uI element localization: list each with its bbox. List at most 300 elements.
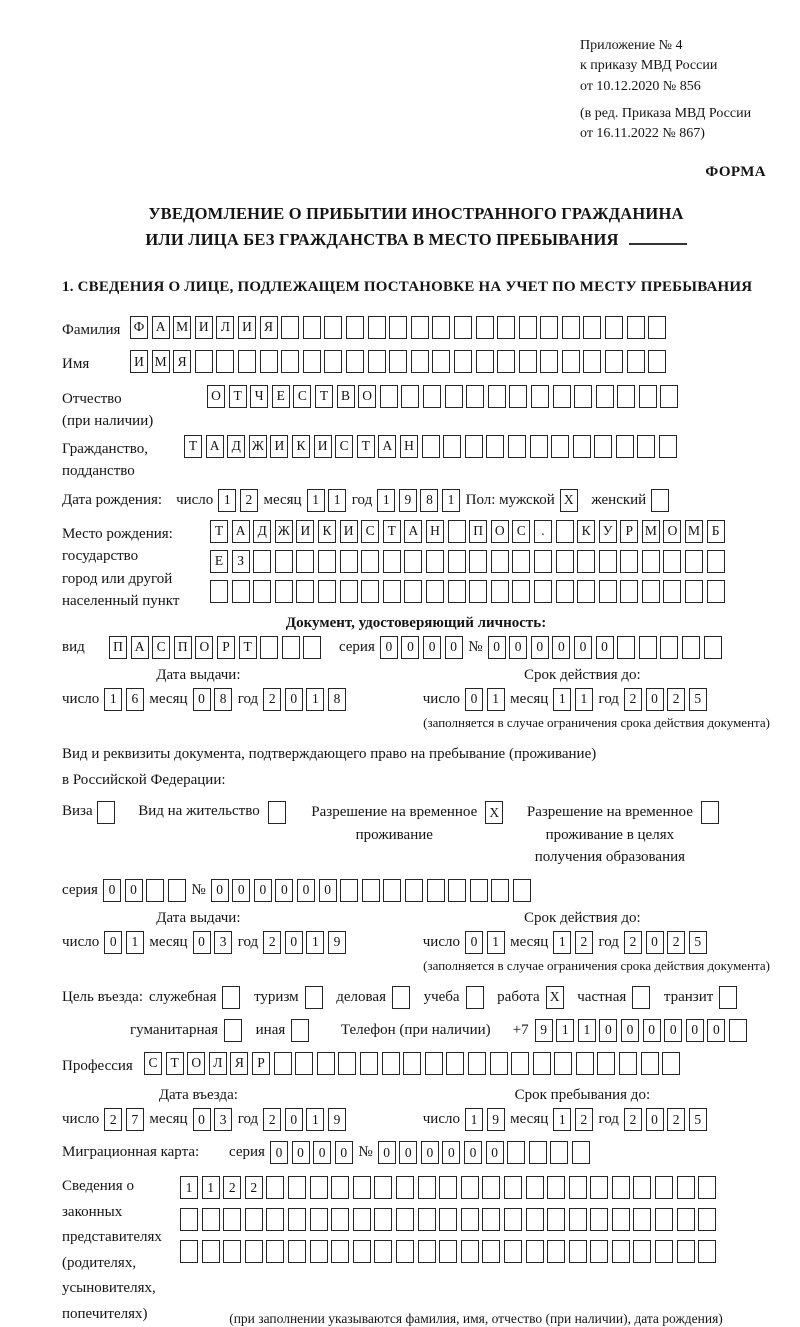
char-cell[interactable]: 0 (707, 1019, 725, 1042)
char-cell[interactable]: 1 (553, 688, 571, 711)
char-cell[interactable]: 0 (270, 1141, 288, 1164)
char-cell[interactable] (146, 879, 164, 902)
char-cell[interactable] (497, 316, 515, 339)
char-cell[interactable] (701, 801, 719, 824)
char-cell[interactable]: Ч (250, 385, 268, 408)
char-cell[interactable]: А (404, 520, 422, 543)
char-cell[interactable]: Я (173, 350, 191, 373)
char-cell[interactable] (303, 636, 321, 659)
char-cell[interactable]: Е (272, 385, 290, 408)
char-cell[interactable] (288, 1240, 306, 1263)
char-cell[interactable] (266, 1176, 284, 1199)
char-cell[interactable]: Д (253, 520, 271, 543)
char-cell[interactable] (310, 1208, 328, 1231)
char-cell[interactable]: 0 (423, 636, 441, 659)
char-cell[interactable] (268, 801, 286, 824)
char-cell[interactable] (685, 550, 703, 573)
char-cell[interactable] (465, 435, 483, 458)
char-cell[interactable] (404, 580, 422, 603)
char-cell[interactable] (617, 636, 635, 659)
char-cell[interactable]: 2 (223, 1176, 241, 1199)
char-cell[interactable]: 0 (254, 879, 272, 902)
char-cell[interactable] (504, 1208, 522, 1231)
char-cell[interactable] (612, 1240, 630, 1263)
char-cell[interactable] (590, 1240, 608, 1263)
char-cell[interactable] (216, 350, 234, 373)
char-cell[interactable] (530, 435, 548, 458)
char-cell[interactable]: М (173, 316, 191, 339)
char-cell[interactable] (513, 879, 531, 902)
char-cell[interactable] (418, 1240, 436, 1263)
char-cell[interactable] (594, 435, 612, 458)
char-cell[interactable]: З (232, 550, 250, 573)
char-cell[interactable] (572, 1141, 590, 1164)
char-cell[interactable] (418, 1208, 436, 1231)
char-cell[interactable] (454, 316, 472, 339)
char-cell[interactable] (361, 550, 379, 573)
char-cell[interactable]: 0 (297, 879, 315, 902)
char-cell[interactable] (426, 550, 444, 573)
char-cell[interactable] (168, 879, 186, 902)
char-cell[interactable] (704, 636, 722, 659)
char-cell[interactable] (318, 580, 336, 603)
char-cell[interactable]: 0 (596, 636, 614, 659)
char-cell[interactable]: 0 (442, 1141, 460, 1164)
char-cell[interactable]: 0 (378, 1141, 396, 1164)
char-cell[interactable]: 9 (328, 1108, 346, 1131)
char-cell[interactable] (627, 350, 645, 373)
char-cell[interactable] (383, 550, 401, 573)
char-cell[interactable] (318, 550, 336, 573)
char-cell[interactable]: 0 (531, 636, 549, 659)
char-cell[interactable] (260, 636, 278, 659)
char-cell[interactable]: 5 (689, 1108, 707, 1131)
char-cell[interactable]: 0 (464, 1141, 482, 1164)
char-cell[interactable] (707, 550, 725, 573)
char-cell[interactable]: Ж (275, 520, 293, 543)
char-cell[interactable] (491, 879, 509, 902)
char-cell[interactable] (469, 580, 487, 603)
char-cell[interactable] (497, 350, 515, 373)
char-cell[interactable]: 3 (214, 1108, 232, 1131)
char-cell[interactable]: Ф (130, 316, 148, 339)
char-cell[interactable] (374, 1240, 392, 1263)
char-cell[interactable]: 0 (686, 1019, 704, 1042)
char-cell[interactable]: 0 (313, 1141, 331, 1164)
char-cell[interactable] (660, 636, 678, 659)
char-cell[interactable]: С (293, 385, 311, 408)
char-cell[interactable] (383, 580, 401, 603)
char-cell[interactable]: 9 (487, 1108, 505, 1131)
char-cell[interactable] (275, 580, 293, 603)
char-cell[interactable]: 1 (465, 1108, 483, 1131)
char-cell[interactable] (486, 435, 504, 458)
char-cell[interactable] (556, 550, 574, 573)
char-cell[interactable]: 7 (126, 1108, 144, 1131)
char-cell[interactable] (512, 580, 530, 603)
char-cell[interactable]: С (361, 520, 379, 543)
char-cell[interactable]: 0 (232, 879, 250, 902)
char-cell[interactable]: . (534, 520, 552, 543)
char-cell[interactable] (266, 1240, 284, 1263)
char-cell[interactable]: Н (400, 435, 418, 458)
char-cell[interactable] (448, 580, 466, 603)
char-cell[interactable] (346, 316, 364, 339)
char-cell[interactable] (488, 385, 506, 408)
char-cell[interactable] (677, 1176, 695, 1199)
char-cell[interactable]: 1 (180, 1176, 198, 1199)
char-cell[interactable]: О (207, 385, 225, 408)
char-cell[interactable]: 2 (263, 931, 281, 954)
char-cell[interactable] (275, 550, 293, 573)
char-cell[interactable] (253, 550, 271, 573)
char-cell[interactable] (612, 1208, 630, 1231)
char-cell[interactable]: 1 (202, 1176, 220, 1199)
char-cell[interactable] (180, 1240, 198, 1263)
char-cell[interactable]: М (685, 520, 703, 543)
char-cell[interactable] (223, 1208, 241, 1231)
char-cell[interactable]: 1 (218, 489, 236, 512)
char-cell[interactable] (411, 316, 429, 339)
char-cell[interactable] (405, 879, 423, 902)
char-cell[interactable] (448, 520, 466, 543)
char-cell[interactable] (432, 350, 450, 373)
char-cell[interactable] (281, 316, 299, 339)
char-cell[interactable] (534, 550, 552, 573)
char-cell[interactable] (448, 550, 466, 573)
char-cell[interactable] (331, 1208, 349, 1231)
char-cell[interactable] (491, 550, 509, 573)
char-cell[interactable] (590, 1208, 608, 1231)
char-cell[interactable] (554, 1052, 572, 1075)
char-cell[interactable]: А (232, 520, 250, 543)
char-cell[interactable]: Т (184, 435, 202, 458)
char-cell[interactable] (655, 1240, 673, 1263)
char-cell[interactable] (620, 580, 638, 603)
char-cell[interactable]: Р (217, 636, 235, 659)
char-cell[interactable] (662, 1052, 680, 1075)
char-cell[interactable] (509, 385, 527, 408)
char-cell[interactable]: 0 (380, 636, 398, 659)
char-cell[interactable] (569, 1176, 587, 1199)
char-cell[interactable] (340, 550, 358, 573)
char-cell[interactable] (210, 580, 228, 603)
char-cell[interactable] (305, 986, 323, 1009)
char-cell[interactable] (310, 1240, 328, 1263)
char-cell[interactable] (576, 1052, 594, 1075)
char-cell[interactable]: 1 (556, 1019, 574, 1042)
char-cell[interactable] (403, 1052, 421, 1075)
char-cell[interactable]: 1 (578, 1019, 596, 1042)
char-cell[interactable] (401, 385, 419, 408)
char-cell[interactable] (392, 986, 410, 1009)
char-cell[interactable] (224, 1019, 242, 1042)
char-cell[interactable] (374, 1176, 392, 1199)
char-cell[interactable] (404, 550, 422, 573)
char-cell[interactable]: 0 (285, 688, 303, 711)
char-cell[interactable] (597, 1052, 615, 1075)
char-cell[interactable] (519, 350, 537, 373)
char-cell[interactable]: Я (230, 1052, 248, 1075)
char-cell[interactable]: И (270, 435, 288, 458)
char-cell[interactable] (281, 350, 299, 373)
char-cell[interactable]: 0 (643, 1019, 661, 1042)
char-cell[interactable] (418, 1176, 436, 1199)
char-cell[interactable]: 0 (574, 636, 592, 659)
char-cell[interactable] (282, 636, 300, 659)
char-cell[interactable]: 0 (399, 1141, 417, 1164)
char-cell[interactable]: 0 (193, 688, 211, 711)
char-cell[interactable] (648, 316, 666, 339)
char-cell[interactable] (260, 350, 278, 373)
char-cell[interactable] (620, 550, 638, 573)
char-cell[interactable] (642, 580, 660, 603)
char-cell[interactable]: 0 (103, 879, 121, 902)
char-cell[interactable] (288, 1176, 306, 1199)
char-cell[interactable] (443, 435, 461, 458)
char-cell[interactable]: Р (252, 1052, 270, 1075)
char-cell[interactable]: 0 (285, 931, 303, 954)
char-cell[interactable] (195, 350, 213, 373)
char-cell[interactable] (573, 435, 591, 458)
char-cell[interactable]: О (187, 1052, 205, 1075)
char-cell[interactable] (374, 1208, 392, 1231)
char-cell[interactable] (295, 1052, 313, 1075)
char-cell[interactable] (482, 1240, 500, 1263)
char-cell[interactable]: 0 (486, 1141, 504, 1164)
char-cell[interactable] (223, 1240, 241, 1263)
char-cell[interactable] (698, 1240, 716, 1263)
char-cell[interactable] (590, 1176, 608, 1199)
char-cell[interactable] (639, 636, 657, 659)
char-cell[interactable] (296, 580, 314, 603)
char-cell[interactable] (382, 1052, 400, 1075)
char-cell[interactable]: 8 (328, 688, 346, 711)
char-cell[interactable]: Д (227, 435, 245, 458)
char-cell[interactable] (389, 316, 407, 339)
char-cell[interactable]: 2 (575, 931, 593, 954)
char-cell[interactable]: Т (210, 520, 228, 543)
char-cell[interactable]: Р (620, 520, 638, 543)
char-cell[interactable] (439, 1208, 457, 1231)
char-cell[interactable]: О (358, 385, 376, 408)
char-cell[interactable] (556, 520, 574, 543)
char-cell[interactable]: В (337, 385, 355, 408)
char-cell[interactable]: 6 (126, 688, 144, 711)
char-cell[interactable]: К (292, 435, 310, 458)
char-cell[interactable]: Л (209, 1052, 227, 1075)
char-cell[interactable]: С (512, 520, 530, 543)
char-cell[interactable]: О (663, 520, 681, 543)
char-cell[interactable]: Б (707, 520, 725, 543)
char-cell[interactable]: 1 (487, 688, 505, 711)
char-cell[interactable] (340, 580, 358, 603)
char-cell[interactable] (583, 316, 601, 339)
char-cell[interactable]: 1 (442, 489, 460, 512)
char-cell[interactable] (422, 435, 440, 458)
char-cell[interactable] (238, 350, 256, 373)
char-cell[interactable] (529, 1141, 547, 1164)
char-cell[interactable]: Т (357, 435, 375, 458)
char-cell[interactable] (469, 550, 487, 573)
char-cell[interactable] (599, 580, 617, 603)
char-cell[interactable]: А (152, 316, 170, 339)
char-cell[interactable] (682, 636, 700, 659)
char-cell[interactable] (655, 1176, 673, 1199)
char-cell[interactable] (633, 1208, 651, 1231)
char-cell[interactable]: А (378, 435, 396, 458)
char-cell[interactable] (425, 1052, 443, 1075)
char-cell[interactable] (353, 1176, 371, 1199)
char-cell[interactable]: 0 (465, 688, 483, 711)
char-cell[interactable]: 0 (285, 1108, 303, 1131)
char-cell[interactable]: 0 (421, 1141, 439, 1164)
char-cell[interactable] (331, 1240, 349, 1263)
char-cell[interactable]: 1 (126, 931, 144, 954)
char-cell[interactable]: 2 (104, 1108, 122, 1131)
char-cell[interactable] (583, 350, 601, 373)
char-cell[interactable]: И (296, 520, 314, 543)
char-cell[interactable] (222, 986, 240, 1009)
char-cell[interactable] (274, 1052, 292, 1075)
char-cell[interactable]: К (577, 520, 595, 543)
char-cell[interactable] (446, 1052, 464, 1075)
char-cell[interactable] (291, 1019, 309, 1042)
char-cell[interactable] (534, 580, 552, 603)
char-cell[interactable]: 5 (689, 688, 707, 711)
char-cell[interactable]: И (130, 350, 148, 373)
char-cell[interactable] (637, 435, 655, 458)
char-cell[interactable]: Т (239, 636, 257, 659)
char-cell[interactable] (660, 385, 678, 408)
char-cell[interactable] (599, 550, 617, 573)
char-cell[interactable] (288, 1208, 306, 1231)
char-cell[interactable]: 0 (275, 879, 293, 902)
char-cell[interactable]: 2 (263, 1108, 281, 1131)
char-cell[interactable]: 2 (667, 1108, 685, 1131)
char-cell[interactable] (324, 316, 342, 339)
char-cell[interactable] (698, 1176, 716, 1199)
char-cell[interactable] (383, 879, 401, 902)
char-cell[interactable]: М (642, 520, 660, 543)
char-cell[interactable] (202, 1240, 220, 1263)
char-cell[interactable]: 2 (624, 1108, 642, 1131)
char-cell[interactable] (439, 1176, 457, 1199)
char-cell[interactable] (504, 1240, 522, 1263)
char-cell[interactable]: 0 (646, 931, 664, 954)
char-cell[interactable] (310, 1176, 328, 1199)
char-cell[interactable]: 0 (319, 879, 337, 902)
char-cell[interactable]: 0 (193, 931, 211, 954)
char-cell[interactable] (253, 580, 271, 603)
char-cell[interactable] (396, 1176, 414, 1199)
char-cell[interactable] (346, 350, 364, 373)
char-cell[interactable] (577, 550, 595, 573)
char-cell[interactable] (677, 1240, 695, 1263)
char-cell[interactable]: 9 (399, 489, 417, 512)
char-cell[interactable]: 1 (553, 931, 571, 954)
char-cell[interactable] (596, 385, 614, 408)
char-cell[interactable]: М (152, 350, 170, 373)
char-cell[interactable]: П (109, 636, 127, 659)
char-cell[interactable] (454, 350, 472, 373)
char-cell[interactable] (655, 1208, 673, 1231)
char-cell[interactable] (389, 350, 407, 373)
char-cell[interactable] (482, 1176, 500, 1199)
char-cell[interactable] (562, 350, 580, 373)
char-cell[interactable]: П (469, 520, 487, 543)
char-cell[interactable]: К (318, 520, 336, 543)
char-cell[interactable]: Н (426, 520, 444, 543)
char-cell[interactable] (317, 1052, 335, 1075)
char-cell[interactable]: 0 (552, 636, 570, 659)
char-cell[interactable] (719, 986, 737, 1009)
char-cell[interactable]: 2 (624, 688, 642, 711)
char-cell[interactable] (605, 350, 623, 373)
char-cell[interactable] (617, 385, 635, 408)
char-cell[interactable]: 0 (401, 636, 419, 659)
char-cell[interactable] (180, 1208, 198, 1231)
char-cell[interactable]: 3 (214, 931, 232, 954)
char-cell[interactable] (659, 435, 677, 458)
char-cell[interactable] (648, 350, 666, 373)
char-cell[interactable]: 1 (553, 1108, 571, 1131)
char-cell[interactable] (677, 1208, 695, 1231)
char-cell[interactable] (639, 385, 657, 408)
char-cell[interactable] (360, 1052, 378, 1075)
char-cell[interactable] (526, 1208, 544, 1231)
char-cell[interactable] (396, 1240, 414, 1263)
char-cell[interactable] (362, 879, 380, 902)
char-cell[interactable] (556, 580, 574, 603)
char-cell[interactable] (490, 1052, 508, 1075)
char-cell[interactable]: 0 (646, 688, 664, 711)
char-cell[interactable] (476, 350, 494, 373)
char-cell[interactable]: 8 (214, 688, 232, 711)
char-cell[interactable]: С (335, 435, 353, 458)
char-cell[interactable] (470, 879, 488, 902)
char-cell[interactable] (368, 316, 386, 339)
char-cell[interactable]: 0 (292, 1141, 310, 1164)
char-cell[interactable] (540, 350, 558, 373)
char-cell[interactable] (569, 1208, 587, 1231)
char-cell[interactable]: Т (383, 520, 401, 543)
char-cell[interactable] (553, 385, 571, 408)
char-cell[interactable] (547, 1240, 565, 1263)
char-cell[interactable] (423, 385, 441, 408)
char-cell[interactable] (468, 1052, 486, 1075)
char-cell[interactable]: 2 (667, 688, 685, 711)
char-cell[interactable]: Е (210, 550, 228, 573)
char-cell[interactable]: 0 (335, 1141, 353, 1164)
char-cell[interactable] (526, 1176, 544, 1199)
char-cell[interactable] (551, 435, 569, 458)
char-cell[interactable] (232, 580, 250, 603)
char-cell[interactable]: 8 (420, 489, 438, 512)
char-cell[interactable] (245, 1208, 263, 1231)
char-cell[interactable] (533, 1052, 551, 1075)
char-cell[interactable] (411, 350, 429, 373)
char-cell[interactable]: 0 (646, 1108, 664, 1131)
char-cell[interactable]: 0 (193, 1108, 211, 1131)
char-cell[interactable]: П (174, 636, 192, 659)
char-cell[interactable] (685, 580, 703, 603)
char-cell[interactable] (466, 385, 484, 408)
char-cell[interactable]: Ж (249, 435, 267, 458)
char-cell[interactable]: 1 (306, 1108, 324, 1131)
char-cell[interactable]: Л (216, 316, 234, 339)
char-cell[interactable]: Я (260, 316, 278, 339)
